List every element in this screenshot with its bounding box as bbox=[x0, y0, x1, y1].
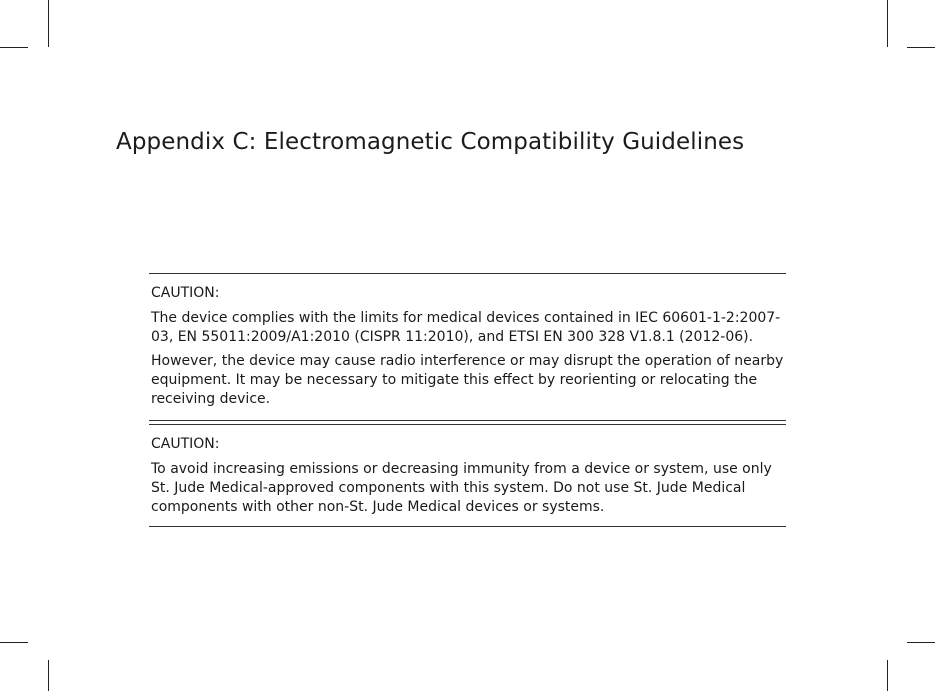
crop-mark-top-left-horizontal bbox=[0, 47, 28, 48]
caution-approved-components bbox=[149, 424, 786, 527]
caution-label: CAUTION: bbox=[151, 436, 220, 452]
crop-mark-bottom-left-vertical bbox=[48, 660, 49, 691]
crop-mark-top-right-horizontal bbox=[907, 47, 935, 48]
caution-text-interference: However, the device may cause radio interference or may disrupt the operation of nearby equipment. It may be necessary to mitigate this effect by reorienting or relocating the receiving device. bbox=[151, 353, 784, 407]
caution-emc-compliance bbox=[149, 273, 786, 421]
crop-mark-bottom-left-horizontal bbox=[0, 642, 28, 643]
caution-list bbox=[149, 273, 786, 527]
page-title: Appendix C: Electromagnetic Compatibility Guidelines bbox=[116, 129, 745, 155]
crop-mark-top-right-vertical bbox=[887, 0, 888, 47]
crop-mark-top-left-vertical bbox=[48, 0, 49, 47]
caution-text-compliance: The device complies with the limits for medical devices contained in IEC 60601-1-2:2007-03, EN 55011:2009/A1:2010 (CISPR 11:2010), and ETSI EN 300 328 V1.8.1 (2012-06). bbox=[151, 310, 781, 345]
crop-mark-bottom-right-horizontal bbox=[907, 642, 935, 643]
caution-label: CAUTION: bbox=[151, 285, 220, 301]
caution-text-components: To avoid increasing emissions or decreasing immunity from a device or system, use only St. Jude Medical-approved components with this system. Do not use St. Jude Medical components with other non-St. Jude Medical devices or systems. bbox=[151, 461, 772, 515]
crop-mark-bottom-right-vertical bbox=[887, 660, 888, 691]
